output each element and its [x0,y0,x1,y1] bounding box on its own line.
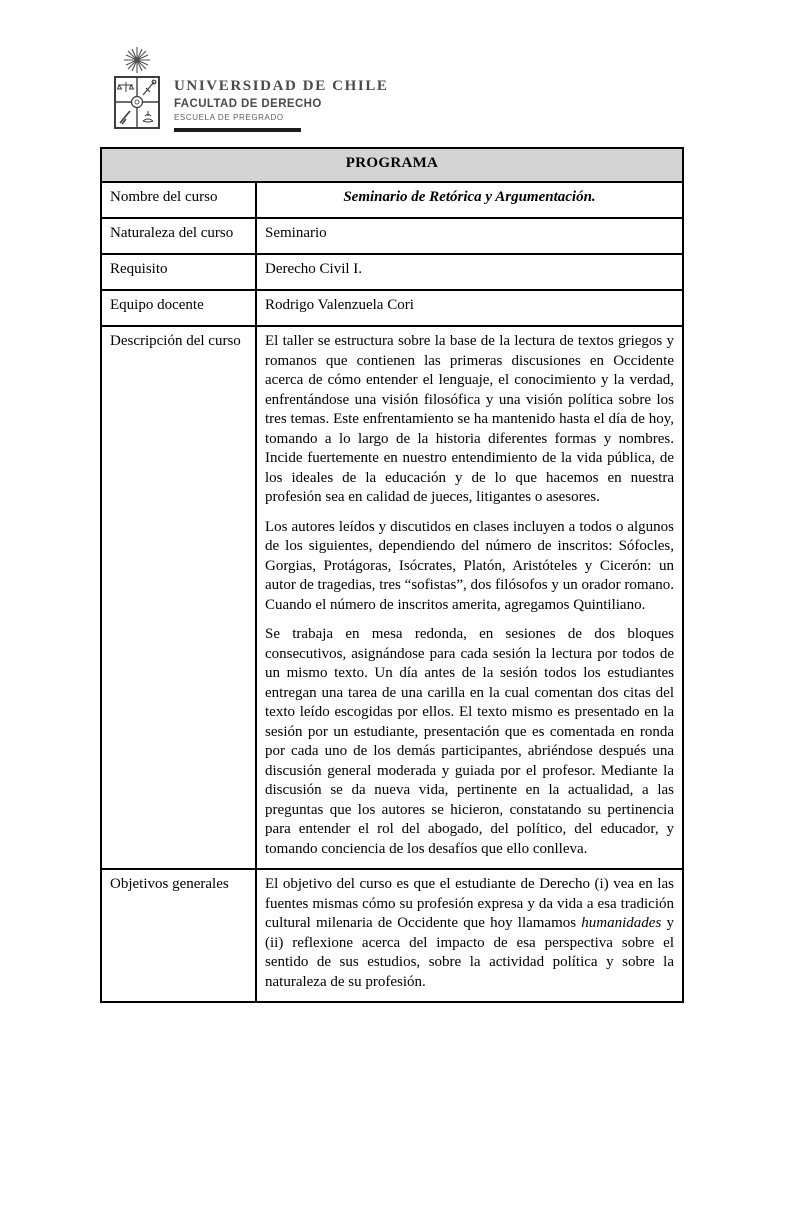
logo-university-name: UNIVERSIDAD DE CHILE [174,78,389,94]
logo-faculty-name: FACULTAD DE DERECHO [174,98,322,110]
table-row-requisite [101,254,683,290]
university-crest-icon [110,44,164,136]
row-label-description: Descripción del curso [101,326,256,869]
row-label-teaching-team: Equipo docente [101,290,256,326]
table-title: PROGRAMA [101,148,683,182]
logo-underline-bar [174,128,301,132]
table-header-row [101,148,683,182]
logo-text-block [174,44,389,132]
row-label-course-name: Nombre del curso [101,182,256,218]
logo-school-name: ESCUELA DE PREGRADO [174,113,284,122]
program-table [100,147,684,1003]
table-row-course-name [101,182,683,218]
row-value-description [256,326,683,869]
university-logo [110,44,389,136]
objectives-italic-word: humanidades [581,915,662,931]
row-value-requisite: Derecho Civil I. [256,254,683,290]
description-paragraph-1: El taller se estructura sobre la base de la lectura de textos griegos y romanos que contienen las primeras discusiones en Occidente acerca de cómo entender el lenguaje, el conocimiento y la verdad, enfrentándose una visión filosófica y una visión política sobre los tres temas. Este enfrentamiento se ha mantenido hasta el día de hoy, tomando a lo largo de la historia diferentes formas y nombres. Incide fuertemente en nuestro entendimiento de la vida pública, de los ideales de la educación y de lo que hacemos en nuestra profesión sea en calidad de jueces, litigantes o asesores. [265,333,674,505]
row-value-objectives [256,869,683,1002]
description-paragraph-3: Se trabaja en mesa redonda, en sesiones de dos bloques consecutivos, asignándose para cada sesión la lectura por todos de un mismo texto. Un día antes de la sesión todos los estudiantes entregan una tarea de una carilla en la cual comentan dos citas del texto leído escogidas por ellos. El texto mismo es presentado en la sesión por un estudiante, presentación que es comentada en ronda por cada uno de los demás participantes, abriéndose después una discusión general moderada y guiada por el profesor. Mediante la discusión se da nueva vida, pertinente en la actualidad, a las preguntas que los autores se hicieron, constatando su pertinencia para entender el rol del abogado, del político, del educador, y tomando conciencia de los desafíos que ello conlleva. [265,626,674,857]
row-label-course-type: Naturaleza del curso [101,218,256,254]
objectives-text-before: El objetivo del curso es que el estudiante de Derecho (i) vea en las fuentes mismas cómo su profesión expresa y da vida a esa tradición cultural milenaria de Occidente que hoy llamamos [265,876,674,931]
objectives-text-after: y (ii) reflexione acerca del impacto de esa perspectiva sobre el sentido de sus estudios, sobre la actividad política y sobre la naturaleza de su profesión. [265,915,674,990]
table-row-course-type [101,218,683,254]
row-value-teaching-team: Rodrigo Valenzuela Cori [256,290,683,326]
table-row-description [101,326,683,869]
row-value-course-type: Seminario [256,218,683,254]
objectives-paragraph [265,875,674,992]
row-label-objectives: Objetivos generales [101,869,256,1002]
row-label-requisite: Requisito [101,254,256,290]
row-value-course-name: Seminario de Retórica y Argumentación. [256,182,683,218]
table-row-teaching-team [101,290,683,326]
description-paragraph-2: Los autores leídos y discutidos en clases incluyen a todos o algunos de los siguientes, dependiendo del número de inscritos: Sófocles, Gorgias, Protágoras, Isócrates, Platón, Aristóteles y Cicerón: un autor de tragedias, tres “sofistas”, dos filósofos y un orador romano. Cuando el número de inscritos amerita, agregamos Quintiliano. [265,518,674,613]
table-row-objectives [101,869,683,1002]
